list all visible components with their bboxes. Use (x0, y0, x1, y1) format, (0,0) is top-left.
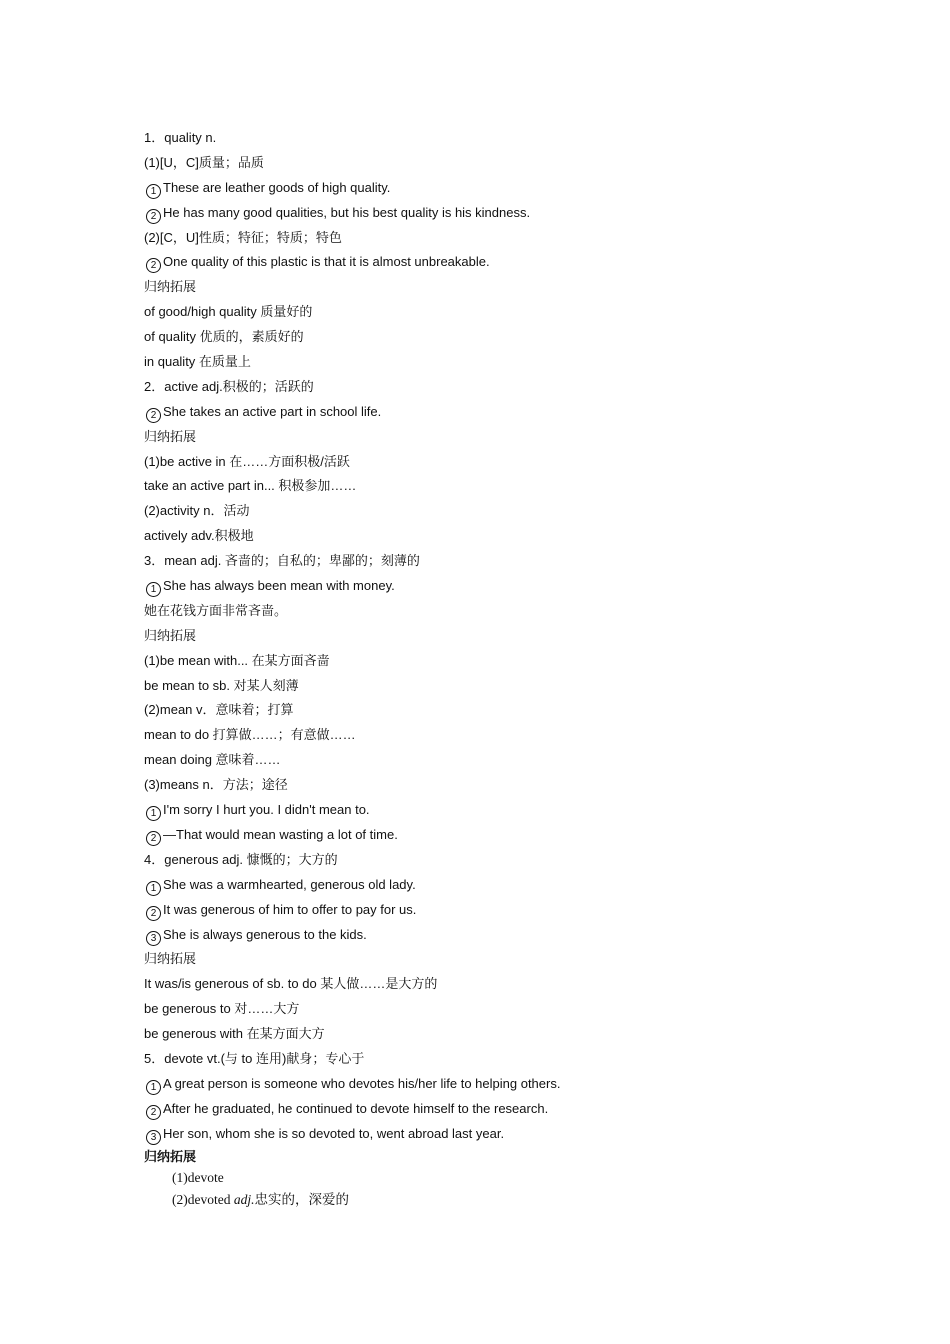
circled-number: 3 (146, 1130, 161, 1145)
circled-number: 1 (146, 881, 161, 896)
section-label: 归纳拓展 (144, 1148, 197, 1164)
circled-number: 1 (146, 582, 161, 597)
part-of-speech: adj. (233, 1191, 255, 1207)
entry-heading: 5．devote vt.(与 to 连用)献身；专心于 (144, 1050, 365, 1066)
phrase-line: actively adv.积极地 (144, 528, 254, 544)
phrase-line: be generous with 在某方面大方 (144, 1026, 325, 1042)
sense-line: (2)[C，U]性质；特征；特质；特色 (144, 229, 342, 245)
example-sentence: 3 She is always generous to the kids. (144, 923, 864, 948)
phrase-line: be mean to sb. 对某人刻薄 (144, 677, 299, 693)
entry-heading: 2．active adj.积极的；活跃的 (144, 378, 314, 394)
example-sentence: 1 I'm sorry I hurt you. I didn't mean to. (144, 798, 864, 823)
phrase-line: (1)be mean with... 在某方面吝啬 (144, 652, 330, 668)
example-sentence: 1 She has always been mean with money. (144, 574, 864, 599)
section-label: 归纳拓展 (144, 627, 197, 643)
phrase-line: (1)be active in 在……方面积极/活跃 (144, 453, 350, 469)
phrase-line: mean to do 打算做……；有意做…… (144, 727, 356, 743)
phrase-line: (3)means n．方法；途径 (144, 777, 288, 793)
phrase-line: of good/high quality 质量好的 (144, 304, 313, 320)
entry-heading: 1．quality n. (144, 130, 217, 145)
phrase-line: It was/is generous of sb. to do 某人做……是大方的 (144, 976, 438, 992)
example-sentence: 2 She takes an active part in school life. (144, 400, 864, 425)
translation-line: 她在花钱方面非常吝啬。 (144, 602, 288, 618)
phrase-line: mean doing 意味着…… (144, 752, 281, 768)
circled-number: 2 (146, 408, 161, 423)
circled-number: 2 (146, 1105, 161, 1120)
example-sentence: 3 Her son, whom she is so devoted to, went abroad last year. (144, 1122, 864, 1147)
circled-number: 1 (146, 184, 161, 199)
circled-number: 2 (146, 209, 161, 224)
example-sentence: 1 These are leather goods of high quality. (144, 176, 864, 201)
phrase-line: (2)mean v．意味着；打算 (144, 702, 294, 718)
circled-number: 2 (146, 258, 161, 273)
phrase-line: in quality 在质量上 (144, 354, 251, 370)
document-page (144, 126, 864, 1211)
example-sentence: 1 A great person is someone who devotes his/her life to helping others. (144, 1072, 864, 1097)
phrase-line: (2)activity n．活动 (144, 503, 250, 519)
example-sentence: 2 It was generous of him to offer to pay for us. (144, 898, 864, 923)
phrase-line: of quality 优质的，素质好的 (144, 329, 304, 345)
phrase-line: (1)devote (172, 1169, 224, 1185)
example-sentence: 2 —That would mean wasting a lot of time. (144, 823, 864, 848)
section-label: 归纳拓展 (144, 951, 197, 967)
phrase-line: take an active part in... 积极参加…… (144, 478, 357, 494)
example-sentence: 1 She was a warmhearted, generous old lady. (144, 873, 864, 898)
entry-heading: 3．mean adj. 吝啬的；自私的；卑鄙的；刻薄的 (144, 553, 420, 569)
circled-number: 2 (146, 831, 161, 846)
circled-number: 1 (146, 1080, 161, 1095)
example-sentence: 2 One quality of this plastic is that it is almost unbreakable. (144, 250, 864, 275)
sense-line: (1)[U，C]质量；品质 (144, 154, 264, 170)
circled-number: 2 (146, 906, 161, 921)
phrase-line: (2)devoted adj.忠实的，深爱的 (172, 1191, 349, 1207)
example-sentence: 2 He has many good qualities, but his best quality is his kindness. (144, 201, 864, 226)
section-label: 归纳拓展 (144, 428, 197, 444)
circled-number: 1 (146, 806, 161, 821)
circled-number: 3 (146, 931, 161, 946)
section-label: 归纳拓展 (144, 279, 197, 295)
example-sentence: 2 After he graduated, he continued to devote himself to the research. (144, 1097, 864, 1122)
phrase-line: be generous to 对……大方 (144, 1001, 300, 1017)
entry-heading: 4．generous adj. 慷慨的；大方的 (144, 851, 338, 867)
